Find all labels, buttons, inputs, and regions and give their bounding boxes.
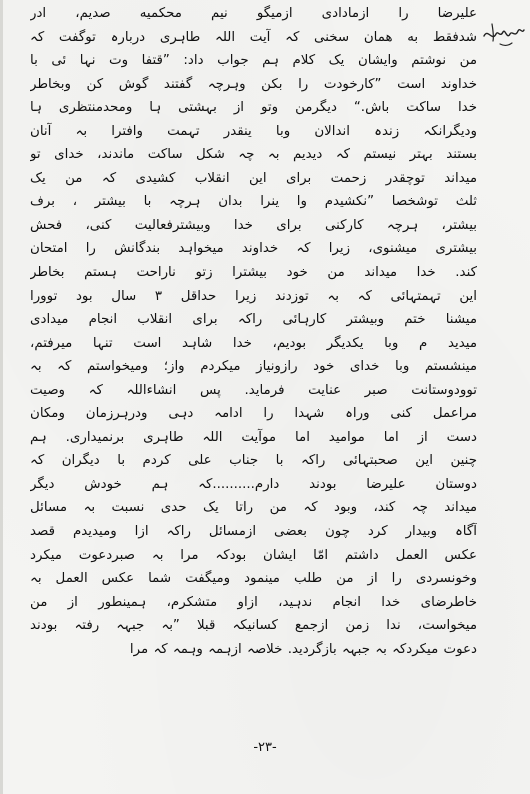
text-line: میداند چہ کند، وبود کہ من راتا یک حدی نسبت بہ مسائل — [30, 500, 477, 516]
page-edge — [0, 0, 3, 794]
text-line: خداوند است ”کارخودت را بکن وہرچہ گفتند گوش کن وبخاطر — [30, 76, 477, 92]
text-line: بیشتر، ہرچہ کارکنی برای خدا وبیشترفعالیت کنی، فحش — [30, 217, 477, 233]
text-line: من نوشتم وایشان یک کلام ہم جواب داد: ”قتفا وت نہا ئی با — [30, 53, 477, 69]
text-line: شدفقط به همان سخنی کہ آیت اللہ طاہری دربارہ توگفت کہ — [30, 29, 477, 45]
text-line: میداند توچقدر زحمت برای این انقلاب کشیدی کہ من یک — [30, 170, 477, 186]
text-line: توودوستانت صبر عنایت فرماید. پس انشاءاللہ کہ وصیت — [30, 382, 477, 398]
text-line: مینشستم وبا خدای خود رازونیاز میکردم واز؛ ومیخواستم کہ بہ — [30, 359, 477, 375]
text-line: بیشتری میشنوی، زیرا کہ خداوند میخواہد بندگانش را امتحان — [30, 241, 477, 257]
text-line: میدید م وبا یکدیگر بودیم، خدا شاہد است تنہا میرفتم، — [30, 335, 477, 351]
text-line: میخواست، ندا زمن ازجمع کسانیکہ قبلا ”بہ جبہہ رفتہ بودند — [30, 618, 477, 634]
text-line: این تہمتہائی کہ بہ توزدند زیرا حداقل ۳ سال بود توورا — [30, 288, 477, 304]
text-line: آگاہ وبیدار کرد چون بعضی ازمسائل راکہ ازا ومیدیدم قصد — [30, 524, 477, 540]
text-line: وخونسردی را از من طلب مینمود ومیگفت شما عکس العمل بہ — [30, 571, 477, 587]
text-line: دست از اما موامید اما موآیت اللہ طاہری برنمیداری. ہم — [30, 429, 477, 445]
handwritten-margin-note — [480, 14, 526, 50]
page-number: -۲۳- — [253, 740, 277, 755]
text-line: بستند بہتر نیستم کہ دیدیم بہ چہ شکل ساکت ماندند، خدای تو — [30, 147, 477, 163]
text-line: علیرضا را ازمادادی ازمیگو نیم محکمیه صدیم، ادر — [30, 6, 477, 21]
text-line: دوستان علیرضا بودند دارم..........کہ ہم خودش دیگر — [30, 476, 477, 492]
text-line: خدا ساکت باش.“ دیگرمن وتو از بہشتی ہا ومحدمنتظری ہا — [30, 100, 477, 116]
letter-body — [30, 2, 477, 661]
text-line: ودیگرانکہ زندہ اندالان وبا ینقدر تہمت وافترا بہ آنان — [30, 123, 477, 139]
text-line: ثلث توشخصا ”نکشیدم وا ینرا بدان ہرچہ با بیشتر ، برف — [30, 194, 477, 210]
text-line: خاطرضای خدا انجام ندہید، ازاو متشکرم، ہمینطور از من — [30, 594, 477, 610]
text-line: عکس العمل داشتم امّا ایشان بودکہ مرا بہ صبردعوت میکرد — [30, 547, 477, 563]
text-line: دعوت میکردکہ بہ جبہہ بازگردید. خلاصہ ازہمہ وہمہ کہ مرا — [129, 641, 477, 657]
text-line: مراعمل کنی وراہ شہدا را ادامہ دہی ودرہرزمان ومکان — [30, 406, 477, 422]
text-line: میشنا ختم وبیشتر کارہائی راکہ برای انقلاب انجام میدادی — [30, 312, 477, 328]
text-line: کند. خدا میداند من خود بیشترا زتو ناراحت ہستم بخاطر — [30, 265, 477, 281]
text-line: چنین این صحبتہائی راکہ با جناب علی کردم با دیگران کہ — [30, 453, 477, 469]
